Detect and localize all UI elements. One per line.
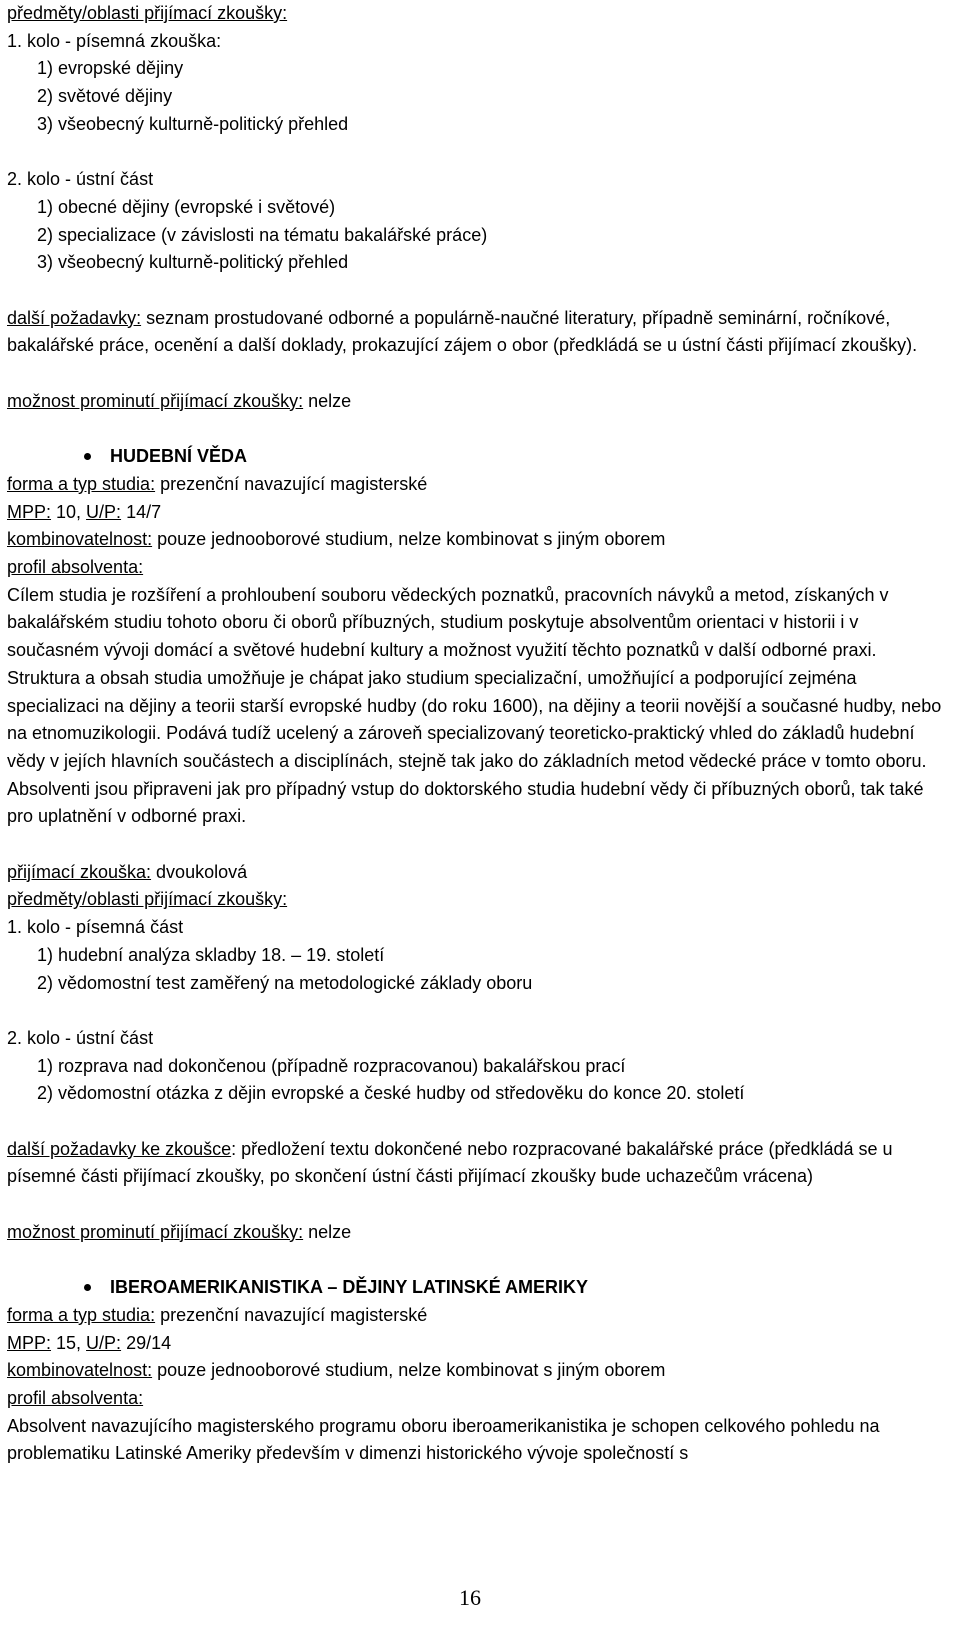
waiver-line — [7, 388, 947, 416]
round1-item: 2) vědomostní test zaměřený na metodologické základy oboru — [37, 972, 533, 993]
mpp-label: MPP: — [7, 501, 52, 522]
round2-label: 2. kolo - ústní část — [7, 1027, 154, 1048]
mpp-value: 15, — [51, 1332, 87, 1353]
subjects-line — [7, 0, 947, 28]
waiver-label: možnost prominutí přijímací zkoušky: — [7, 1221, 304, 1242]
subjects-label: předměty/oblasti přijímací zkoušky: — [7, 889, 288, 910]
section-heading-hudebni: HUDEBNÍ VĚDA — [7, 443, 947, 471]
form-value: prezenční navazující magisterské — [155, 473, 428, 494]
page-content — [7, 0, 947, 1468]
combinability-line — [7, 1357, 947, 1385]
subjects-label: předměty/oblasti přijímací zkoušky: — [7, 3, 288, 23]
exam-label: přijímací zkouška: — [7, 861, 152, 882]
round1-label: 1. kolo - písemná část — [7, 917, 184, 938]
up-value: 14/7 — [121, 501, 162, 522]
profile-label: profil absolventa: — [7, 557, 144, 577]
subjects-line — [7, 886, 947, 914]
profile-line — [7, 1385, 947, 1413]
up-label: U/P: — [86, 501, 122, 522]
comb-value: pouze jednooborové studium, nelze kombinovat s jiným oborem — [152, 529, 666, 550]
form-label: forma a typ studia: — [7, 1304, 156, 1325]
round2-item: 1) obecné dějiny (evropské i světové) — [37, 196, 336, 217]
form-line — [7, 1302, 947, 1330]
further-text: seznam prostudované odborné a populárně-naučné literatury, případně seminární, ročníkové, bakalářské práce, ocenění a další doklady, prokazující zájem o obor (předkládá se u ústní části přijímací zkoušky). — [7, 307, 918, 356]
waiver-value: nelze — [303, 390, 352, 411]
combinability-line — [7, 526, 947, 554]
round1-item: 1) hudební analýza skladby 18. – 19. století — [37, 944, 385, 965]
form-line — [7, 471, 947, 499]
further-label: další požadavky: — [7, 307, 142, 328]
round2-item: 3) všeobecný kulturně-politický přehled — [37, 252, 349, 273]
exam-line — [7, 859, 947, 887]
further-requirements — [7, 1136, 947, 1191]
capacity-line — [7, 499, 947, 527]
waiver-label: možnost prominutí přijímací zkoušky: — [7, 390, 304, 411]
up-label: U/P: — [86, 1332, 122, 1353]
round1-item: 3) všeobecný kulturně-politický přehled — [37, 113, 349, 134]
comb-value: pouze jednooborové studium, nelze kombinovat s jiným oborem — [152, 1360, 666, 1381]
further-label: další požadavky ke zkoušce — [7, 1138, 232, 1159]
round2-item: 1) rozprava nad dokončenou (případně rozpracovanou) bakalářskou prací — [37, 1055, 626, 1076]
further-requirements — [7, 305, 947, 360]
round1-label: 1. kolo - písemná zkouška: — [7, 30, 222, 51]
profile-label: profil absolventa: — [7, 1388, 144, 1409]
capacity-line — [7, 1330, 947, 1358]
waiver-value: nelze — [303, 1221, 352, 1242]
page-number: 16 — [459, 1585, 481, 1610]
mpp-label: MPP: — [7, 1332, 52, 1353]
round2-item: 2) vědomostní otázka z dějin evropské a české hudby od středověku do konce 20. století — [37, 1083, 745, 1104]
mpp-value: 10, — [51, 501, 87, 522]
up-value: 29/14 — [121, 1332, 172, 1353]
profile-text: Cílem studia je rozšíření a prohloubení souboru vědeckých poznatků, pracovních návyků a metod, získaných v bakalářském studiu tohoto oboru či oborů příbuzných, studium poskytuje absolventům orientaci v historii i v současném vývoji domácí a světové hudební kultury a možnost využití těchto poznatků v další odborné praxi. Struktura a obsah studia umožňuje je chápat jako studium specializační, umožňující a podporující zejména specializaci na dějiny a teorii starší evropské hudby (do roku 1600), na dějiny a teorii novější a současné hudby, nebo na etnomuzikologii. Podává tudíž ucelený a zároveň specializovaný teoreticko-praktický vhled do základů hudební vědy v jejích hlavních součástech a disciplínách, stejně tak jako do základních metod vědecké práce v tomto oboru. Absolventi jsou připraveni jak pro případný vstup do doktorského studia hudební vědy či příbuzných oborů, tak také pro uplatnění v odborné praxi. — [7, 584, 942, 827]
profile-line — [7, 554, 947, 582]
further-text: : předložení textu dokončené nebo rozpracované bakalářské práce (předkládá se u písemné části přijímací zkoušky, po skončení ústní části přijímací zkoušky bude uchazečům vrácena) — [7, 1138, 893, 1187]
comb-label: kombinovatelnost: — [7, 1360, 153, 1381]
section-heading-ibero: IBEROAMERIKANISTIKA – DĚJINY LATINSKÉ AMERIKY — [7, 1274, 947, 1302]
waiver-line — [7, 1219, 947, 1247]
form-value: prezenční navazující magisterské — [155, 1304, 428, 1325]
exam-value: dvoukolová — [151, 861, 248, 882]
form-label: forma a typ studia: — [7, 473, 156, 494]
round2-item: 2) specializace (v závislosti na tématu bakalářské práce) — [37, 224, 488, 245]
round1-item: 2) světové dějiny — [37, 86, 173, 107]
round1-item: 1) evropské dějiny — [37, 58, 184, 79]
profile-text: Absolvent navazujícího magisterského programu oboru iberoamerikanistika je schopen celkového pohledu na problematiku Latinské Ameriky především v dimenzi historického vývoje společností s — [7, 1415, 880, 1464]
round2-label: 2. kolo - ústní část — [7, 169, 154, 190]
comb-label: kombinovatelnost: — [7, 529, 153, 550]
